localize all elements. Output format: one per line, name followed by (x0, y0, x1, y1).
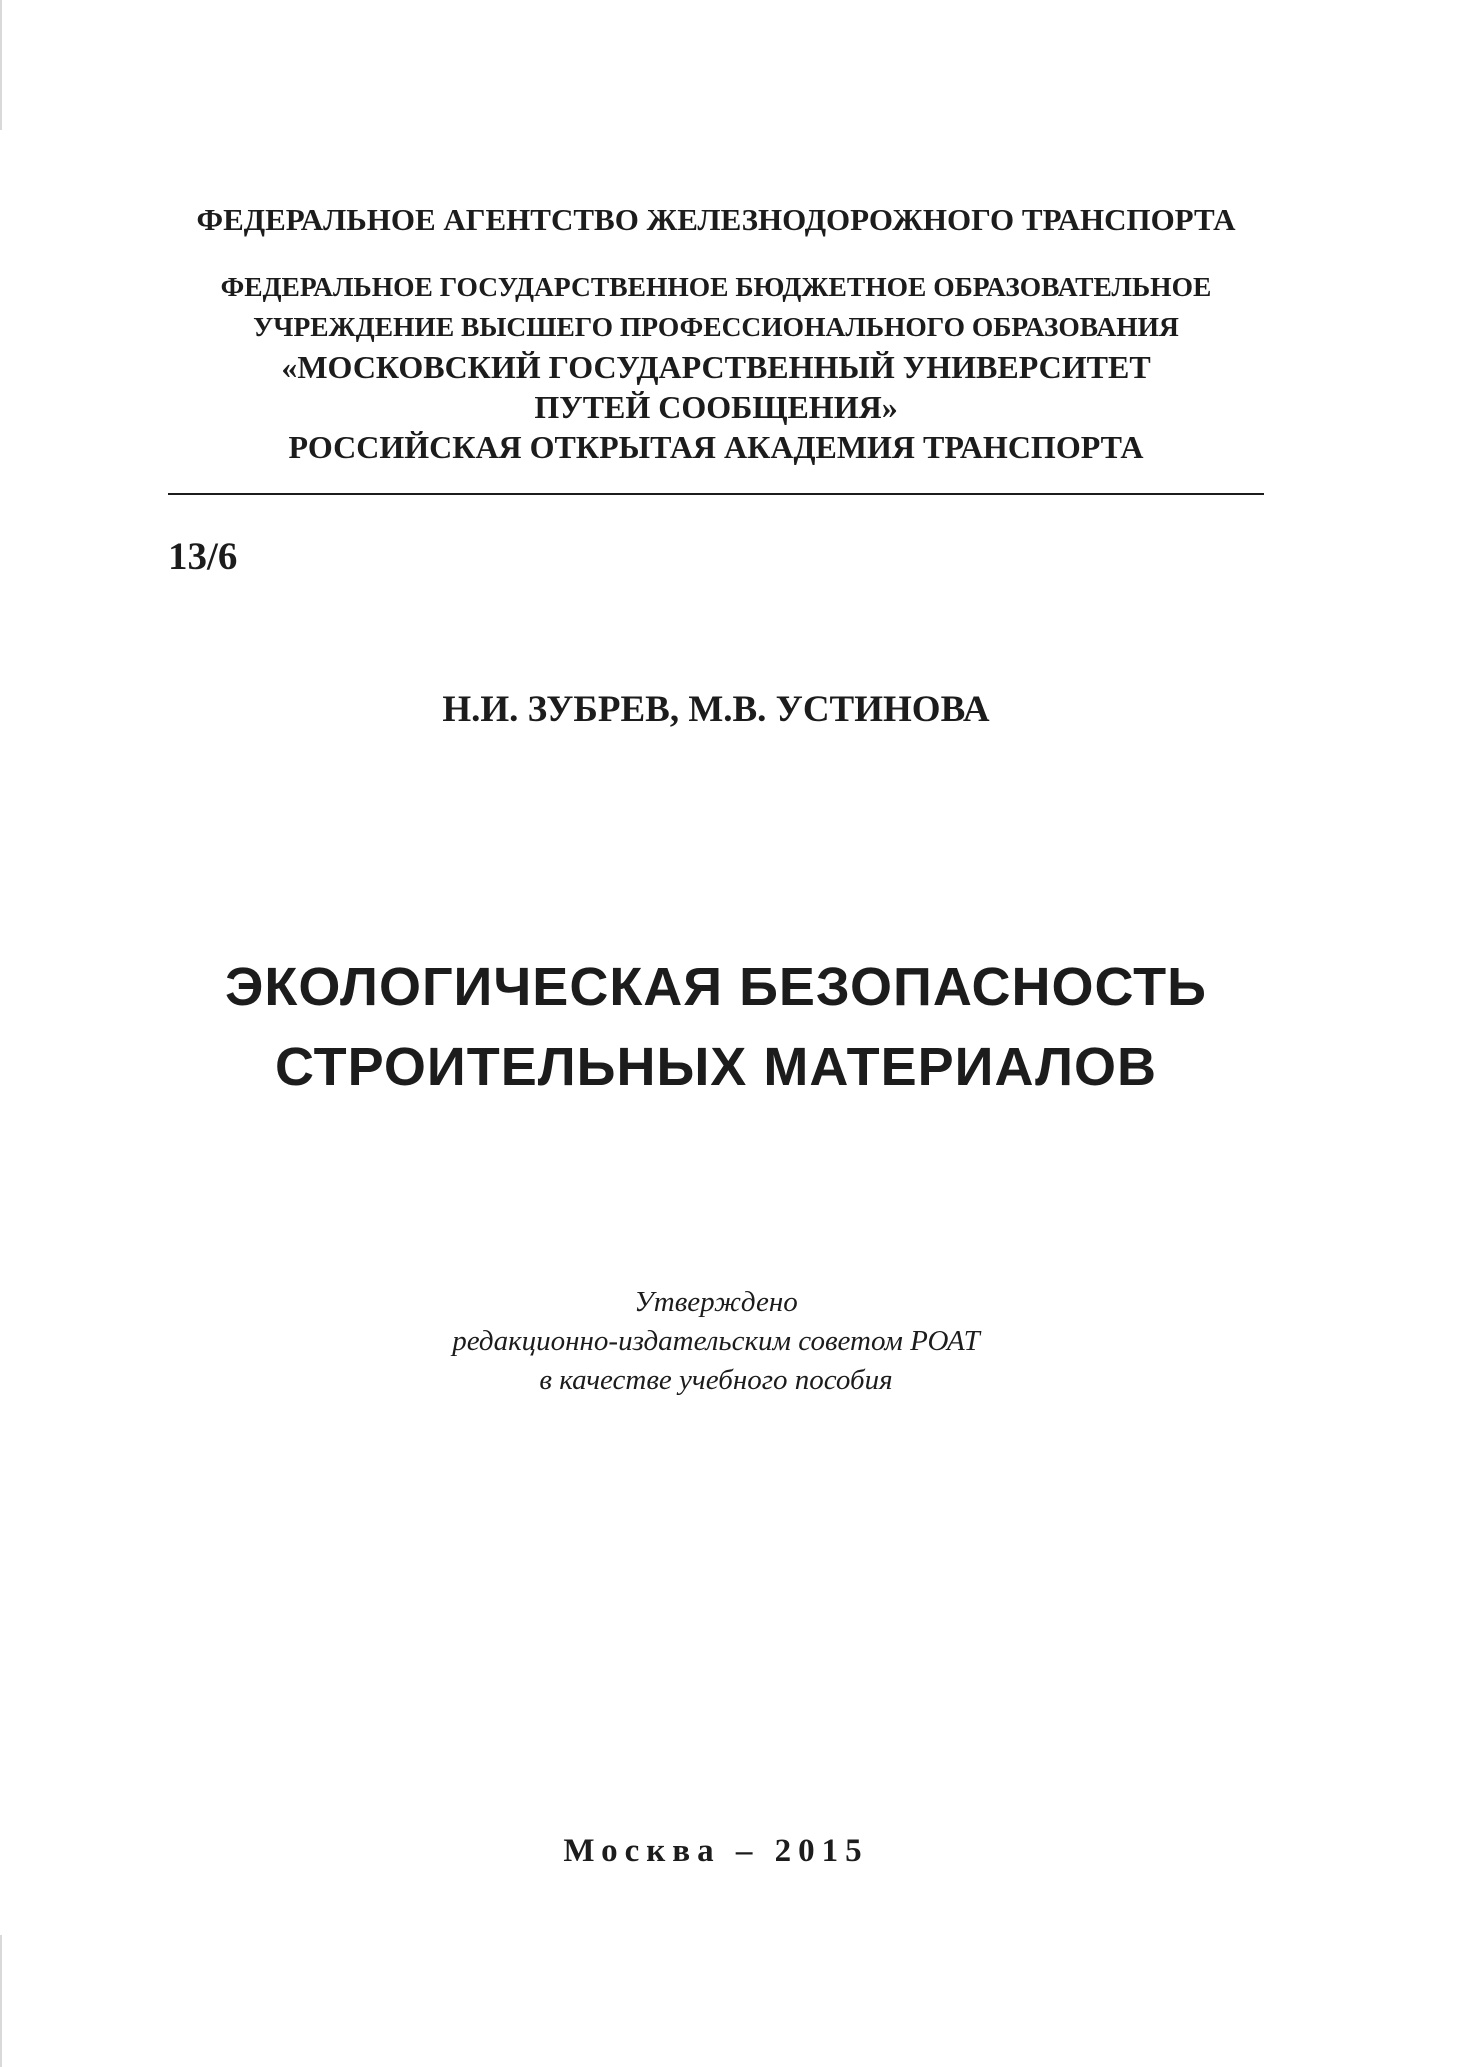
approval-line: редакционно-издательским советом РОАТ (452, 1325, 980, 1357)
approval-line: Утверждено (634, 1286, 798, 1318)
academy-name-line: РОССИЙСКАЯ ОТКРЫТАЯ АКАДЕМИЯ ТРАНСПОРТА (288, 429, 1144, 465)
institution-block (168, 267, 1264, 467)
series-code: 13/6 (168, 535, 238, 578)
institution-line: ФЕДЕРАЛЬНОЕ ГОСУДАРСТВЕННОЕ БЮДЖЕТНОЕ ОБРАЗОВАТЕЛЬНОЕ (220, 271, 1212, 302)
page-edge-mark (0, 0, 2, 130)
agency-name: ФЕДЕРАЛЬНОЕ АГЕНТСТВО ЖЕЛЕЗНОДОРОЖНОГО ТРАНСПОРТА (196, 202, 1236, 237)
header-divider (168, 493, 1264, 495)
institution-line: УЧРЕЖДЕНИЕ ВЫСШЕГО ПРОФЕССИОНАЛЬНОГО ОБРАЗОВАНИЯ (253, 311, 1179, 342)
page-edge-mark (0, 1935, 2, 2067)
university-name-line: ПУТЕЙ СООБЩЕНИЯ» (534, 389, 898, 425)
approval-line: в качестве учебного пособия (539, 1364, 893, 1396)
imprint-city-year: Москва – 2015 (563, 1833, 869, 1869)
book-title-line: СТРОИТЕЛЬНЫХ МАТЕРИАЛОВ (274, 1037, 1158, 1097)
book-title (168, 947, 1264, 1107)
approval-note (168, 1283, 1264, 1400)
university-name-line: «МОСКОВСКИЙ ГОСУДАРСТВЕННЫЙ УНИВЕРСИТЕТ (281, 349, 1151, 385)
book-title-line: ЭКОЛОГИЧЕСКАЯ БЕЗОПАСНОСТЬ (225, 957, 1207, 1017)
authors: Н.И. ЗУБРЕВ, М.В. УСТИНОВА (442, 689, 990, 730)
